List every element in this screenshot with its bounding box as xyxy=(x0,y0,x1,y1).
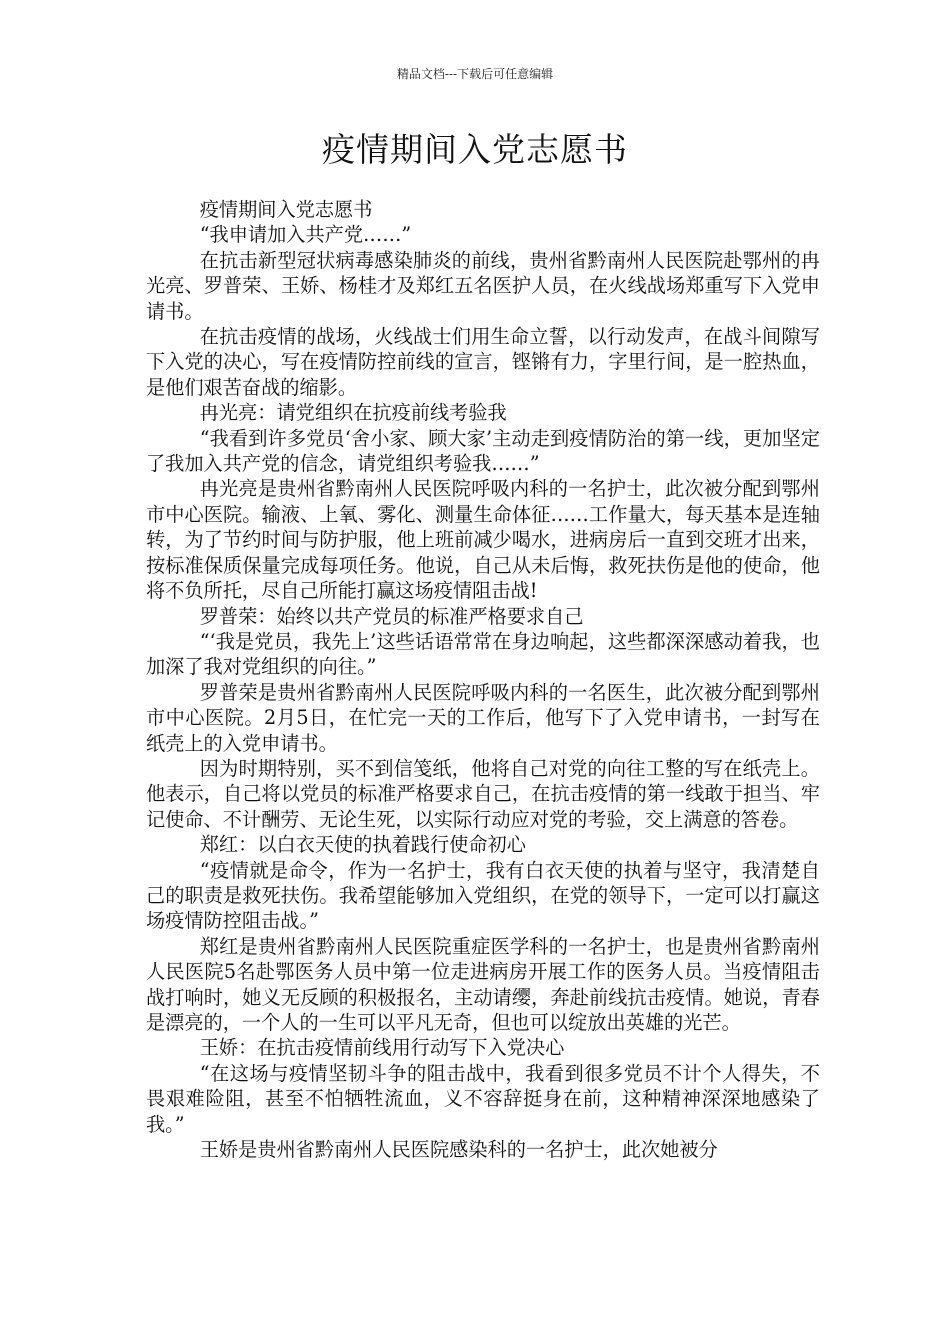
paragraph: 郑红是贵州省黔南州人民医院重症医学科的一名护士，也是贵州省黔南州人民医院5名赴鄂医务人员中第一位走进病房开展工作的医务人员。当疫情阻击战打响时，她义无反顾的积极报名，主动请缨，奔赴前线抗击疫情。她说，青春是漂亮的，一个人的一生可以平凡无奇，但也可以绽放出英雄的光芒。 xyxy=(146,934,820,1034)
paragraph: “‘我是党员，我先上’这些话语常常在身边响起，这些都深深感动着我，也加深了我对党组织的向往。” xyxy=(146,629,820,679)
document-body xyxy=(146,197,820,1162)
paragraph: 罗普荣是贵州省黔南州人民医院呼吸内科的一名医生，此次被分配到鄂州市中心医院。2月5日，在忙完一天的工作后，他写下了入党申请书，一封写在纸壳上的入党申请书。 xyxy=(146,680,820,755)
paragraph: “我看到许多党员‘舍小家、顾大家’主动走到疫情防治的第一线，更加坚定了我加入共产党的信念，请党组织考验我……” xyxy=(146,426,820,476)
paragraph: “在这场与疫情坚韧斗争的阻击战中，我看到很多党员不计个人得失，不畏艰难险阻，甚至不怕牺牲流血，义不容辞挺身在前，这种精神深深地感染了我。” xyxy=(146,1061,820,1136)
paragraph: 在抗击疫情的战场，火线战士们用生命立誓，以行动发声，在战斗间隙写下入党的决心，写在疫情防控前线的宣言，铿锵有力，字里行间，是一腔热血，是他们艰苦奋战的缩影。 xyxy=(146,325,820,399)
paragraph: “我申请加入共产党……” xyxy=(199,223,412,247)
paragraph: 疫情期间入党志愿书 xyxy=(199,198,373,221)
paragraph: 冉光亮是贵州省黔南州人民医院呼吸内科的一名护士，此次被分配到鄂州市中心医院。输液、上氧、雾化、测量生命体征……工作量大，每天基本是连轴转，为了节约时间与防护服，他上班前减少喝水，进病房后一直到交班才出来，按标准保质保量完成每项任务。他说，自己从未后悔，救死扶伤是他的使命，他将不负所托，尽自己所能打赢这场疫情阻击战! xyxy=(146,477,820,603)
paragraph: “疫情就是命令，作为一名护士，我有白衣天使的执着与坚守，我清楚自己的职责是救死扶伤。我希望能够加入党组织，在党的领导下，一定可以打赢这场疫情防控阻击战。” xyxy=(146,858,820,933)
section-heading: 罗普荣：始终以共产党员的标准严格要求自己 xyxy=(199,604,584,628)
paragraph: 在抗击新型冠状病毒感染肺炎的前线，贵州省黔南州人民医院赴鄂州的冉光亮、罗普荣、王娇、杨桂才及郑红五名医护人员，在火线战场郑重写下入党申请书。 xyxy=(146,248,820,323)
header-note: 精品文档---下载后可任意编辑 xyxy=(396,67,554,81)
section-heading: 冉光亮：请党组织在抗疫前线考验我 xyxy=(199,401,507,425)
section-heading: 王娇：在抗击疫情前线用行动写下入党决心 xyxy=(199,1036,565,1060)
paragraph: 王娇是贵州省黔南州人民医院感染科的一名护士，此次她被分 xyxy=(199,1138,718,1162)
section-heading: 郑红：以白衣天使的执着践行使命初心 xyxy=(199,833,526,857)
document-title: 疫情期间入党志愿书 xyxy=(322,130,628,169)
paragraph: 因为时期特别，买不到信笺纸，他将自己对党的向往工整的写在纸壳上。他表示，自己将以党员的标准严格要求自己，在抗击疫情的第一线敢于担当、牢记使命、不计酬劳、无论生死，以实际行动应对党的考验，交上满意的答卷。 xyxy=(146,756,820,831)
